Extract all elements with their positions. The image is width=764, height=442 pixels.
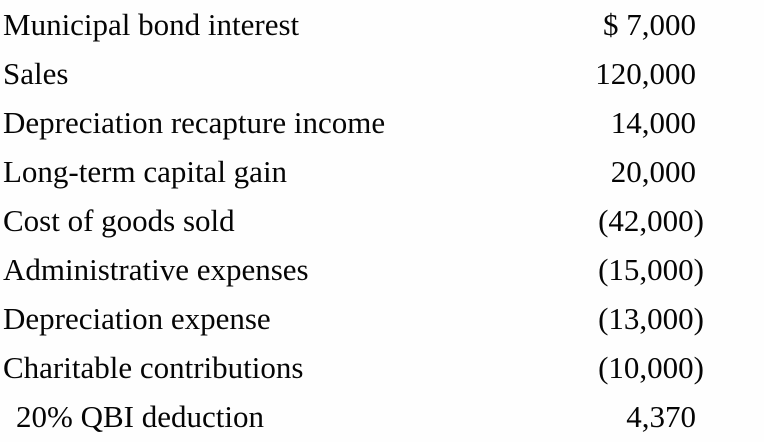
table-row — [3, 0, 704, 49]
line-item-amount: 14,000 — [610, 105, 696, 140]
line-item-amount: 20,000 — [610, 154, 696, 189]
line-item-label: Administrative expenses — [3, 252, 309, 287]
table-row — [3, 294, 704, 343]
line-item-label: Municipal bond interest — [3, 7, 300, 42]
table-row — [3, 49, 704, 98]
line-item-label: Long-term capital gain — [3, 154, 288, 189]
line-item-amount: 4,370 — [626, 399, 696, 434]
line-item-amount: (15,000) — [598, 252, 704, 287]
line-item-amount: $ 7,000 — [603, 7, 696, 42]
line-item-label: Charitable contributions — [3, 350, 304, 385]
line-item-amount: (13,000) — [598, 301, 704, 336]
table-row — [3, 245, 704, 294]
line-item-amount: (10,000) — [598, 350, 704, 385]
table-row — [3, 392, 704, 441]
line-item-amount: (42,000) — [598, 203, 704, 238]
line-item-amount: 120,000 — [595, 56, 696, 91]
table-row — [3, 196, 704, 245]
table-row — [3, 343, 704, 392]
table-row — [3, 147, 704, 196]
table-row — [3, 98, 704, 147]
line-item-label: Depreciation recapture income — [3, 105, 386, 140]
line-item-label: Depreciation expense — [3, 301, 271, 336]
line-item-label: Sales — [3, 56, 69, 91]
line-item-label: Cost of goods sold — [3, 203, 235, 238]
line-item-label: 20% QBI deduction — [16, 399, 264, 434]
